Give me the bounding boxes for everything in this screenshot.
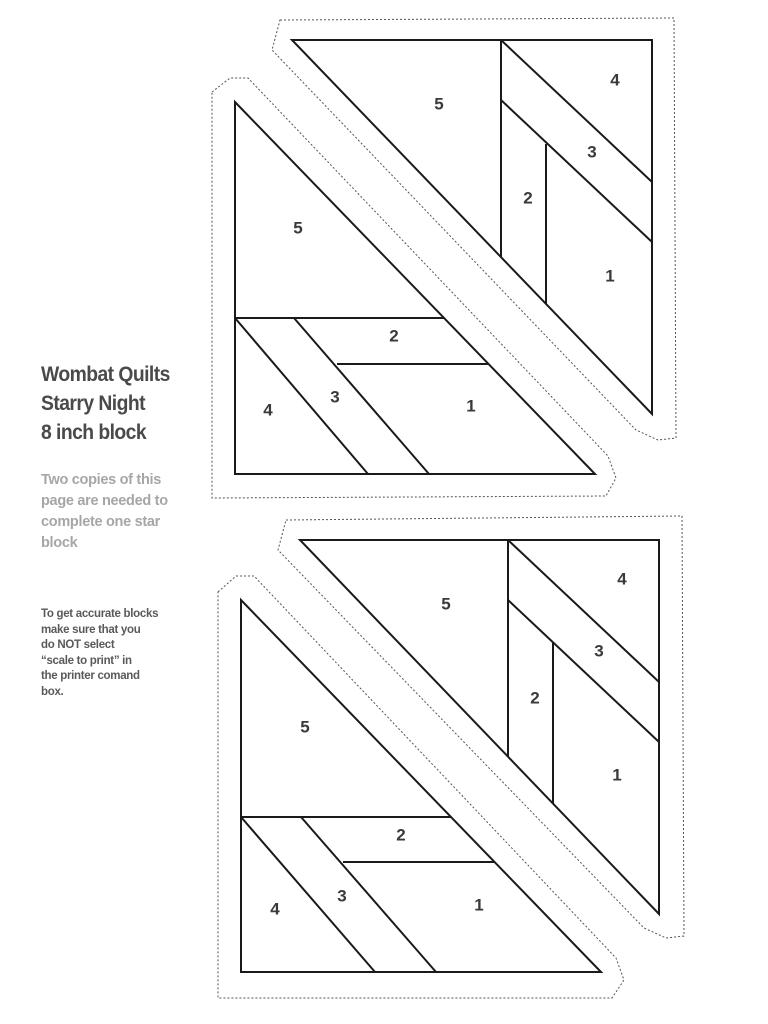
piece-label: 3 [587, 142, 597, 162]
piece-label: 3 [594, 641, 604, 661]
triangle-outline [292, 40, 652, 414]
piece-label: 5 [300, 717, 310, 737]
note-line: “scale to print” in [41, 654, 132, 667]
seam-line [508, 600, 659, 742]
template-pair-bottom [218, 516, 684, 998]
note-line: Two copies of this [41, 472, 162, 488]
piece-label: 1 [605, 266, 615, 286]
seam-line [241, 817, 375, 972]
template-top-right [272, 18, 676, 440]
seam-line [501, 40, 652, 182]
piece-label: 2 [523, 188, 533, 208]
template-top-left [212, 78, 616, 498]
piece-label: 1 [612, 765, 622, 785]
copies-note [41, 470, 216, 554]
triangle-outline [235, 102, 595, 474]
note-line: page are needed to [41, 493, 168, 509]
note-line: the printer comand [41, 670, 140, 682]
piece-label: 1 [466, 396, 476, 416]
piece-label: 3 [330, 387, 340, 407]
note-line: box. [41, 685, 64, 698]
title-line: 8 inch block [41, 421, 147, 444]
piece-label: 2 [530, 688, 540, 708]
piece-label: 5 [441, 594, 451, 614]
template-pair-top [212, 18, 676, 498]
note-line: complete one star [41, 514, 160, 530]
piece-label: 4 [263, 400, 273, 420]
note-line: To get accurate blocks [41, 608, 159, 620]
template-bottom-left [218, 576, 624, 998]
piece-label: 3 [337, 886, 347, 906]
seam-line [301, 817, 436, 972]
piece-label: 2 [396, 825, 406, 845]
piece-label: 4 [617, 569, 627, 589]
title-line: Wombat Quilts [41, 363, 170, 386]
title-line: Starry Night [41, 392, 145, 415]
note-line: make sure that you [41, 623, 141, 636]
piece-label: 4 [610, 70, 620, 90]
piece-label: 4 [270, 899, 280, 919]
triangle-outline [300, 540, 659, 914]
piece-label: 5 [434, 94, 444, 114]
seam-line [235, 318, 368, 474]
seam-line [508, 540, 659, 682]
seam-line [294, 318, 429, 474]
print-note [41, 607, 216, 700]
piece-label: 5 [293, 218, 303, 238]
note-line: do NOT select [41, 639, 115, 651]
template-bottom-right [278, 516, 684, 938]
note-line: block [41, 535, 78, 551]
piece-label: 1 [474, 895, 484, 915]
triangle-outline [241, 600, 604, 972]
piece-label: 2 [389, 326, 399, 346]
pattern-title [41, 360, 170, 447]
seam-line [501, 100, 652, 242]
